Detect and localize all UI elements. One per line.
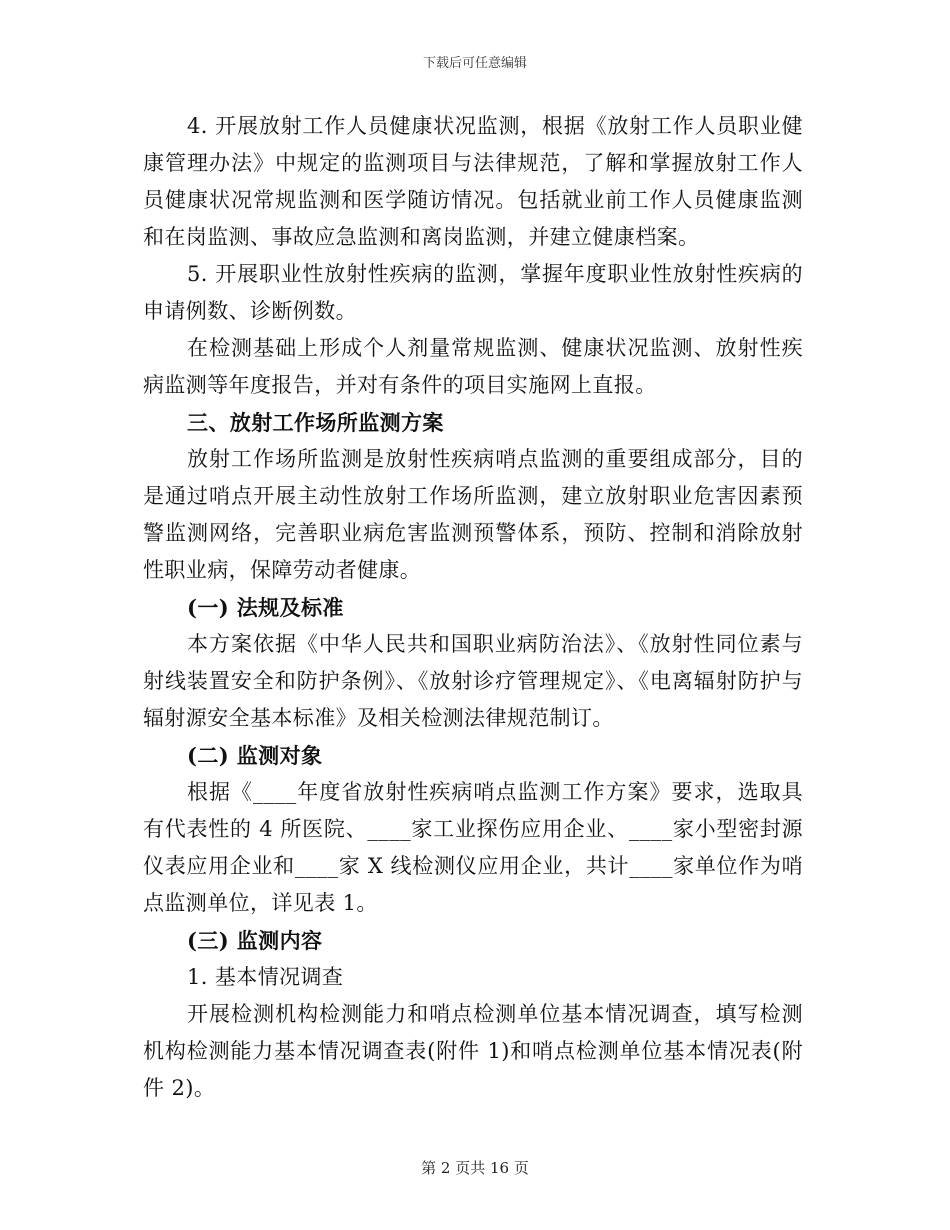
page-number: 第 2 页共 16 页 — [421, 1159, 529, 1177]
paragraph-regulations: 本方案依据《中华人民共和国职业病防治法》、《放射性同位素与射线装置安全和防护条例》、《放射诊疗管理规定》、《电离辐射防护与辐射源安全基本标准》及相关检测法律规范制订。 — [143, 632, 803, 730]
document-body — [143, 108, 803, 1107]
subheading-regulations: (一) 法规及标准 — [187, 595, 344, 620]
subheading-monitoring-targets: (二) 监测对象 — [187, 743, 323, 768]
subheading-monitoring-content: (三) 监测内容 — [187, 928, 323, 953]
page-header: 下载后可任意编辑 — [422, 56, 527, 71]
paragraph-item-5: 5. 开展职业性放射性疾病的监测，掌握年度职业性放射性疾病的申请例数、诊断例数。 — [143, 262, 803, 323]
paragraph-workplace-monitoring: 放射工作场所监测是放射性疾病哨点监测的重要组成部分，目的是通过哨点开展主动性放射工作场所监测，建立放射职业危害因素预警监测网络，完善职业病危害监测预警体系，预防、控制和消除放射性职业病，保障劳动者健康。 — [143, 447, 803, 582]
item-basic-survey: 1. 基本情况调查 — [187, 965, 344, 989]
paragraph-annual-report: 在检测基础上形成个人剂量常规监测、健康状况监测、放射性疾病监测等年度报告，并对有条件的项目实施网上直报。 — [143, 336, 803, 397]
section-heading-3: 三、放射工作场所监测方案 — [187, 410, 444, 435]
paragraph-item-4: 4. 开展放射工作人员健康状况监测，根据《放射工作人员职业健康管理办法》中规定的监测项目与法律规范，了解和掌握放射工作人员健康状况常规监测和医学随访情况。包括就业前工作人员健康监测和在岗监测、事故应急监测和离岗监测，并建立健康档案。 — [143, 114, 803, 249]
paragraph-monitoring-targets: 根据《____年度省放射性疾病哨点监测工作方案》要求，选取具有代表性的 4 所医院、____家工业探伤应用企业、____家小型密封源仪表应用企业和____家 X 线检测仪应用企业，共计____家单位作为哨点监测单位，详见表 1。 — [143, 780, 803, 915]
paragraph-basic-survey: 开展检测机构检测能力和哨点检测单位基本情况调查，填写检测机构检测能力基本情况调查表(附件 1)和哨点检测单位基本情况表(附件 2)。 — [143, 1002, 803, 1100]
